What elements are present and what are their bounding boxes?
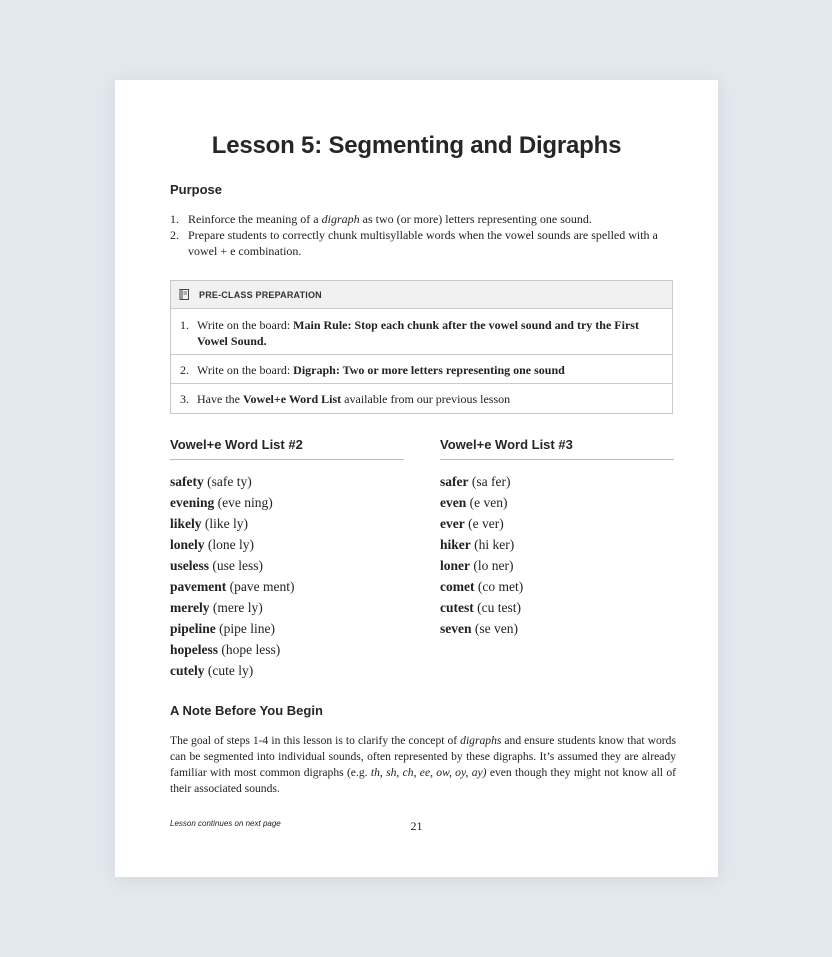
word-split: (lone ly)	[207, 537, 255, 552]
word: likely	[170, 516, 202, 531]
word: hiker	[440, 537, 471, 552]
note-heading: A Note Before You Begin	[170, 703, 323, 718]
word: hopeless	[170, 642, 219, 657]
word-list-2	[170, 471, 294, 681]
list-item	[170, 597, 294, 618]
word: loner	[440, 558, 470, 573]
preparation-box	[170, 280, 673, 414]
word-split: (pave ment)	[229, 579, 295, 594]
list-item	[170, 618, 294, 639]
item-number: 3.	[180, 392, 189, 406]
list-item	[440, 555, 523, 576]
list-item	[440, 492, 523, 513]
word-split: (eve ning)	[217, 495, 273, 510]
word-split: (pipe line)	[219, 621, 275, 636]
item-number: 2.	[180, 363, 189, 377]
item-emphasis: Main Rule: Stop each chunk after the vowel sound and try the First Vowel Sound.	[197, 318, 639, 348]
preparation-row	[171, 309, 672, 355]
page-number: 21	[410, 819, 423, 833]
word-split: (cute ly)	[207, 663, 254, 678]
item-text: available from our previous lesson	[341, 392, 511, 406]
list-item	[440, 471, 523, 492]
list-item	[440, 513, 523, 534]
word-split: (mere ly)	[212, 600, 263, 615]
continues-note: Lesson continues on next page	[170, 819, 281, 828]
word-list-3-heading: Vowel+e Word List #3	[440, 437, 674, 460]
item-number: 2.	[170, 228, 179, 242]
word: cutest	[440, 600, 474, 615]
preparation-header	[171, 281, 672, 309]
note-text: The goal of steps 1-4 in this lesson is to clarify the concept of	[170, 734, 461, 747]
list-item	[170, 211, 670, 227]
word: lonely	[170, 537, 205, 552]
list-item	[440, 597, 523, 618]
document-page	[115, 80, 718, 877]
word-split: (use less)	[212, 558, 264, 573]
item-text: Write on the board:	[197, 318, 294, 332]
word-split: (cu test)	[477, 600, 521, 615]
word-split: (safe ty)	[207, 474, 252, 489]
list-item	[170, 660, 294, 681]
item-emphasis: digraph	[321, 212, 360, 226]
word: comet	[440, 579, 475, 594]
note-emphasis: digraphs	[460, 734, 502, 747]
preparation-row	[171, 355, 672, 384]
item-number: 1.	[170, 212, 179, 226]
word: evening	[170, 495, 215, 510]
word: safety	[170, 474, 204, 489]
note-text: and ensure students know that words can be segmented into individual sounds, often represented by these digraphs. It’s assumed they are already familiar with most common digraphs (e.g.	[170, 734, 676, 779]
list-item	[170, 492, 294, 513]
note-emphasis: th, sh, ch, ee, ow, oy, ay)	[370, 766, 487, 779]
list-item	[440, 534, 523, 555]
preparation-title: PRE-CLASS PREPARATION	[199, 289, 322, 300]
word-split: (sa fer)	[471, 474, 511, 489]
purpose-list	[170, 211, 670, 259]
word: pipeline	[170, 621, 216, 636]
item-text: as two (or more) letters representing one sound.	[359, 212, 592, 226]
word: merely	[170, 600, 210, 615]
list-item	[170, 471, 294, 492]
list-item	[170, 576, 294, 597]
page-title: Lesson 5: Segmenting and Digraphs	[211, 132, 622, 159]
word-list-3	[440, 471, 523, 639]
word: cutely	[170, 663, 205, 678]
word: seven	[440, 621, 472, 636]
item-text: Reinforce the meaning of a	[188, 212, 322, 226]
list-item	[170, 227, 670, 259]
purpose-heading: Purpose	[170, 182, 223, 197]
item-text: Write on the board:	[197, 363, 294, 377]
item-text: Prepare students to correctly chunk multisyllable words when the vowel sounds are spelled with a vowel + e combination.	[188, 228, 658, 258]
list-item	[170, 639, 294, 660]
word-split: (hi ker)	[474, 537, 515, 552]
word-split: (se ven)	[474, 621, 518, 636]
list-item	[440, 618, 523, 639]
note-paragraph	[170, 733, 676, 797]
word-split: (like ly)	[204, 516, 249, 531]
item-text: Have the	[197, 392, 243, 406]
list-item	[170, 555, 294, 576]
list-item	[170, 534, 294, 555]
item-number: 1.	[180, 318, 189, 332]
word: ever	[440, 516, 465, 531]
word-split: (lo ner)	[473, 558, 514, 573]
book-icon	[179, 289, 190, 300]
item-emphasis: Digraph: Two or more letters representing one sound	[293, 363, 565, 377]
word: pavement	[170, 579, 227, 594]
word-split: (hope less)	[221, 642, 281, 657]
word-list-2-heading: Vowel+e Word List #2	[170, 437, 404, 460]
word-split: (e ven)	[469, 495, 508, 510]
preparation-row	[171, 384, 672, 413]
word-split: (co met)	[477, 579, 524, 594]
word-split: (e ver)	[468, 516, 504, 531]
note-text: even though they might not know all of their associated sounds.	[170, 766, 676, 795]
word: safer	[440, 474, 469, 489]
word: even	[440, 495, 467, 510]
list-item	[440, 576, 523, 597]
word: useless	[170, 558, 210, 573]
item-emphasis: Vowel+e Word List	[242, 392, 342, 406]
list-item	[170, 513, 294, 534]
